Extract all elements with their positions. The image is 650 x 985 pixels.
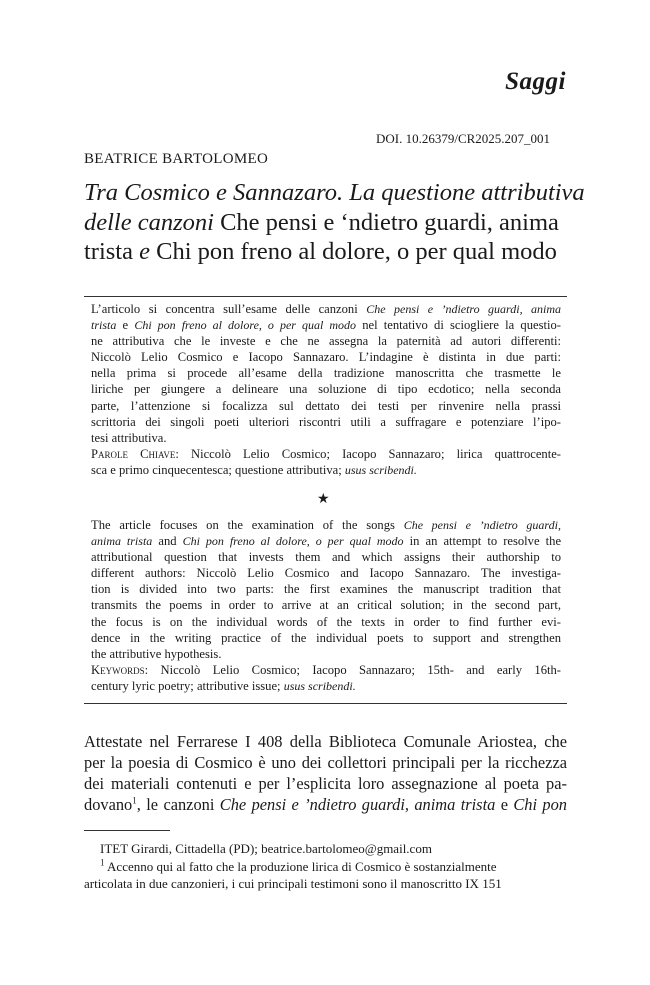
body-paragraph [84,731,567,815]
abstract-en-text: and [152,534,183,549]
keywords-en: usus scribendi. [283,678,356,693]
keywords-it: usus scribendi. [344,462,417,477]
abstract-italian [91,301,561,478]
keywords-it: sca e primo cinquecentesca; questione attributiva; [91,462,345,477]
title-line-2-roman: Che pensi e ‘ndietro guardi, anima [213,208,559,236]
abstract-it-line: nella prima si procede all’esame della tradizione manoscritta che trasmette le [91,366,561,381]
abstract-en-text: anima trista [91,534,153,549]
article-title [84,178,585,267]
keywords-label-en: Keywords: [91,662,149,677]
abstract-it-line: ne attributiva che le investe e che ne assegna la paternità ad autori differenti: [91,334,561,349]
abstract-en-text: Chi pon freno al dolore, o per qual modo [182,534,404,549]
keywords-it: Niccolò Lelio Cosmico; Iacopo Sannazaro; lirica quattrocente- [178,446,561,461]
abstract-en-line: different authors: Niccolò Lelio Cosmico and Iacopo Sannazaro. The investiga- [91,566,561,581]
abstract-it-text: nel tentativo di sciogliere la questio- [356,318,561,333]
footnote-ref[interactable]: 1 [132,795,137,806]
body-text: Che pensi e ’ndietro guardi, anima trista [219,795,496,814]
footnote-rule [84,830,170,831]
abstract-it-line: scrittoria dei singoli poeti ulteriori riscontri utili a suffragare e potenziare l’ipo- [91,414,561,429]
abstract-english [91,517,561,694]
doi: DOI. 10.26379/CR2025.207_001 [376,131,551,146]
abstract-it-text: Che pensi e ’ndietro guardi, anima [366,302,562,316]
abstract-it-line: parte, l’attenzione si focalizza sul dettato dei testi per rinvenire nella prassi [91,398,561,413]
abstract-en-line: attributional question that invests them and which assigns their authorship to [91,550,561,565]
title-line-3a: trista [84,238,140,265]
abstract-en-line: the attributive hypothesis. [91,646,222,661]
title-line-3b: Chi pon freno al dolore, o per qual modo [150,238,557,265]
abstract-it-line: tesi attributiva. [91,430,167,445]
keywords-en: Niccolò Lelio Cosmico; Iacopo Sannazaro; 15th- and early 16th- [148,662,561,677]
body-text: Chi pon [513,795,568,814]
footnote-text: Accenno qui al fatto che la produzione lirica di Cosmico è sostanzialmente [104,858,497,874]
title-line-3-italic: e [139,238,150,265]
abstract-it-line: Niccolò Lelio Cosmico e Iacopo Sannazaro. L’indagine è distinta in due parti: [91,350,561,365]
body-text: dovano [84,795,133,814]
footnotes [84,840,567,893]
abstract-en-text: Che pensi e ’ndietro guardi, [403,518,561,532]
star-separator: ★ [317,492,330,507]
abstract-en-text: The article focuses on the examination of the songs [91,518,404,532]
abstract-it-line: liriche per giungere a delineare una soluzione di tipo ecdotico; nella seconda [91,382,561,397]
body-line: Attestate nel Ferrarese I 408 della Biblioteca Comunale Ariostea, che [84,732,567,751]
section-label: Saggi [505,68,566,95]
abstract-it-text: e [116,318,135,333]
footnote-text: articolata in due canzonieri, i cui principali testimoni sono il manoscritto IX 151 [84,876,502,891]
abstract-bottom-rule [84,703,567,704]
keywords-en: century lyric poetry; attributive issue; [91,678,284,693]
abstract-en-line: the focus is on the individual words of the texts in order to find further evi- [91,614,561,629]
title-line-2-italic: delle canzoni [84,208,214,236]
abstract-en-line: transmits the poems in order to arrive at an critical solution; in the second part, [91,598,561,613]
body-text: e [495,795,514,814]
title-line-1: Tra Cosmico e Sannazaro. La questione attributiva [84,179,585,206]
keywords-label-it: Parole Chiave: [91,446,179,461]
author-name: BEATRICE BARTOLOMEO [84,151,269,167]
body-line: per la poesia di Cosmico è uno dei collettori principali per la ricchezza [84,753,567,772]
body-line: dei materiali contenuti e per l’esplicita loro assegnazione al poeta pa- [84,774,567,793]
affiliation-note: ITET Girardi, Cittadella (PD); beatrice.bartolomeo@gmail.com [100,841,432,856]
footnote-number: 1 [100,857,105,868]
body-text: , le canzoni [136,795,220,814]
abstract-top-rule [84,296,567,297]
abstract-en-line: dence in the writing practice of the individual poets to support and strengthen [91,630,561,645]
abstract-it-text: trista [91,318,117,333]
abstract-it-text: Chi pon freno al dolore, o per qual modo [134,318,357,333]
abstract-it-text: L’articolo si concentra sull’esame delle canzoni [91,302,367,316]
abstract-en-text: in an attempt to resolve the [403,534,562,549]
abstract-en-line: tion is divided into two parts: the first examines the manuscript tradition that [91,582,561,597]
